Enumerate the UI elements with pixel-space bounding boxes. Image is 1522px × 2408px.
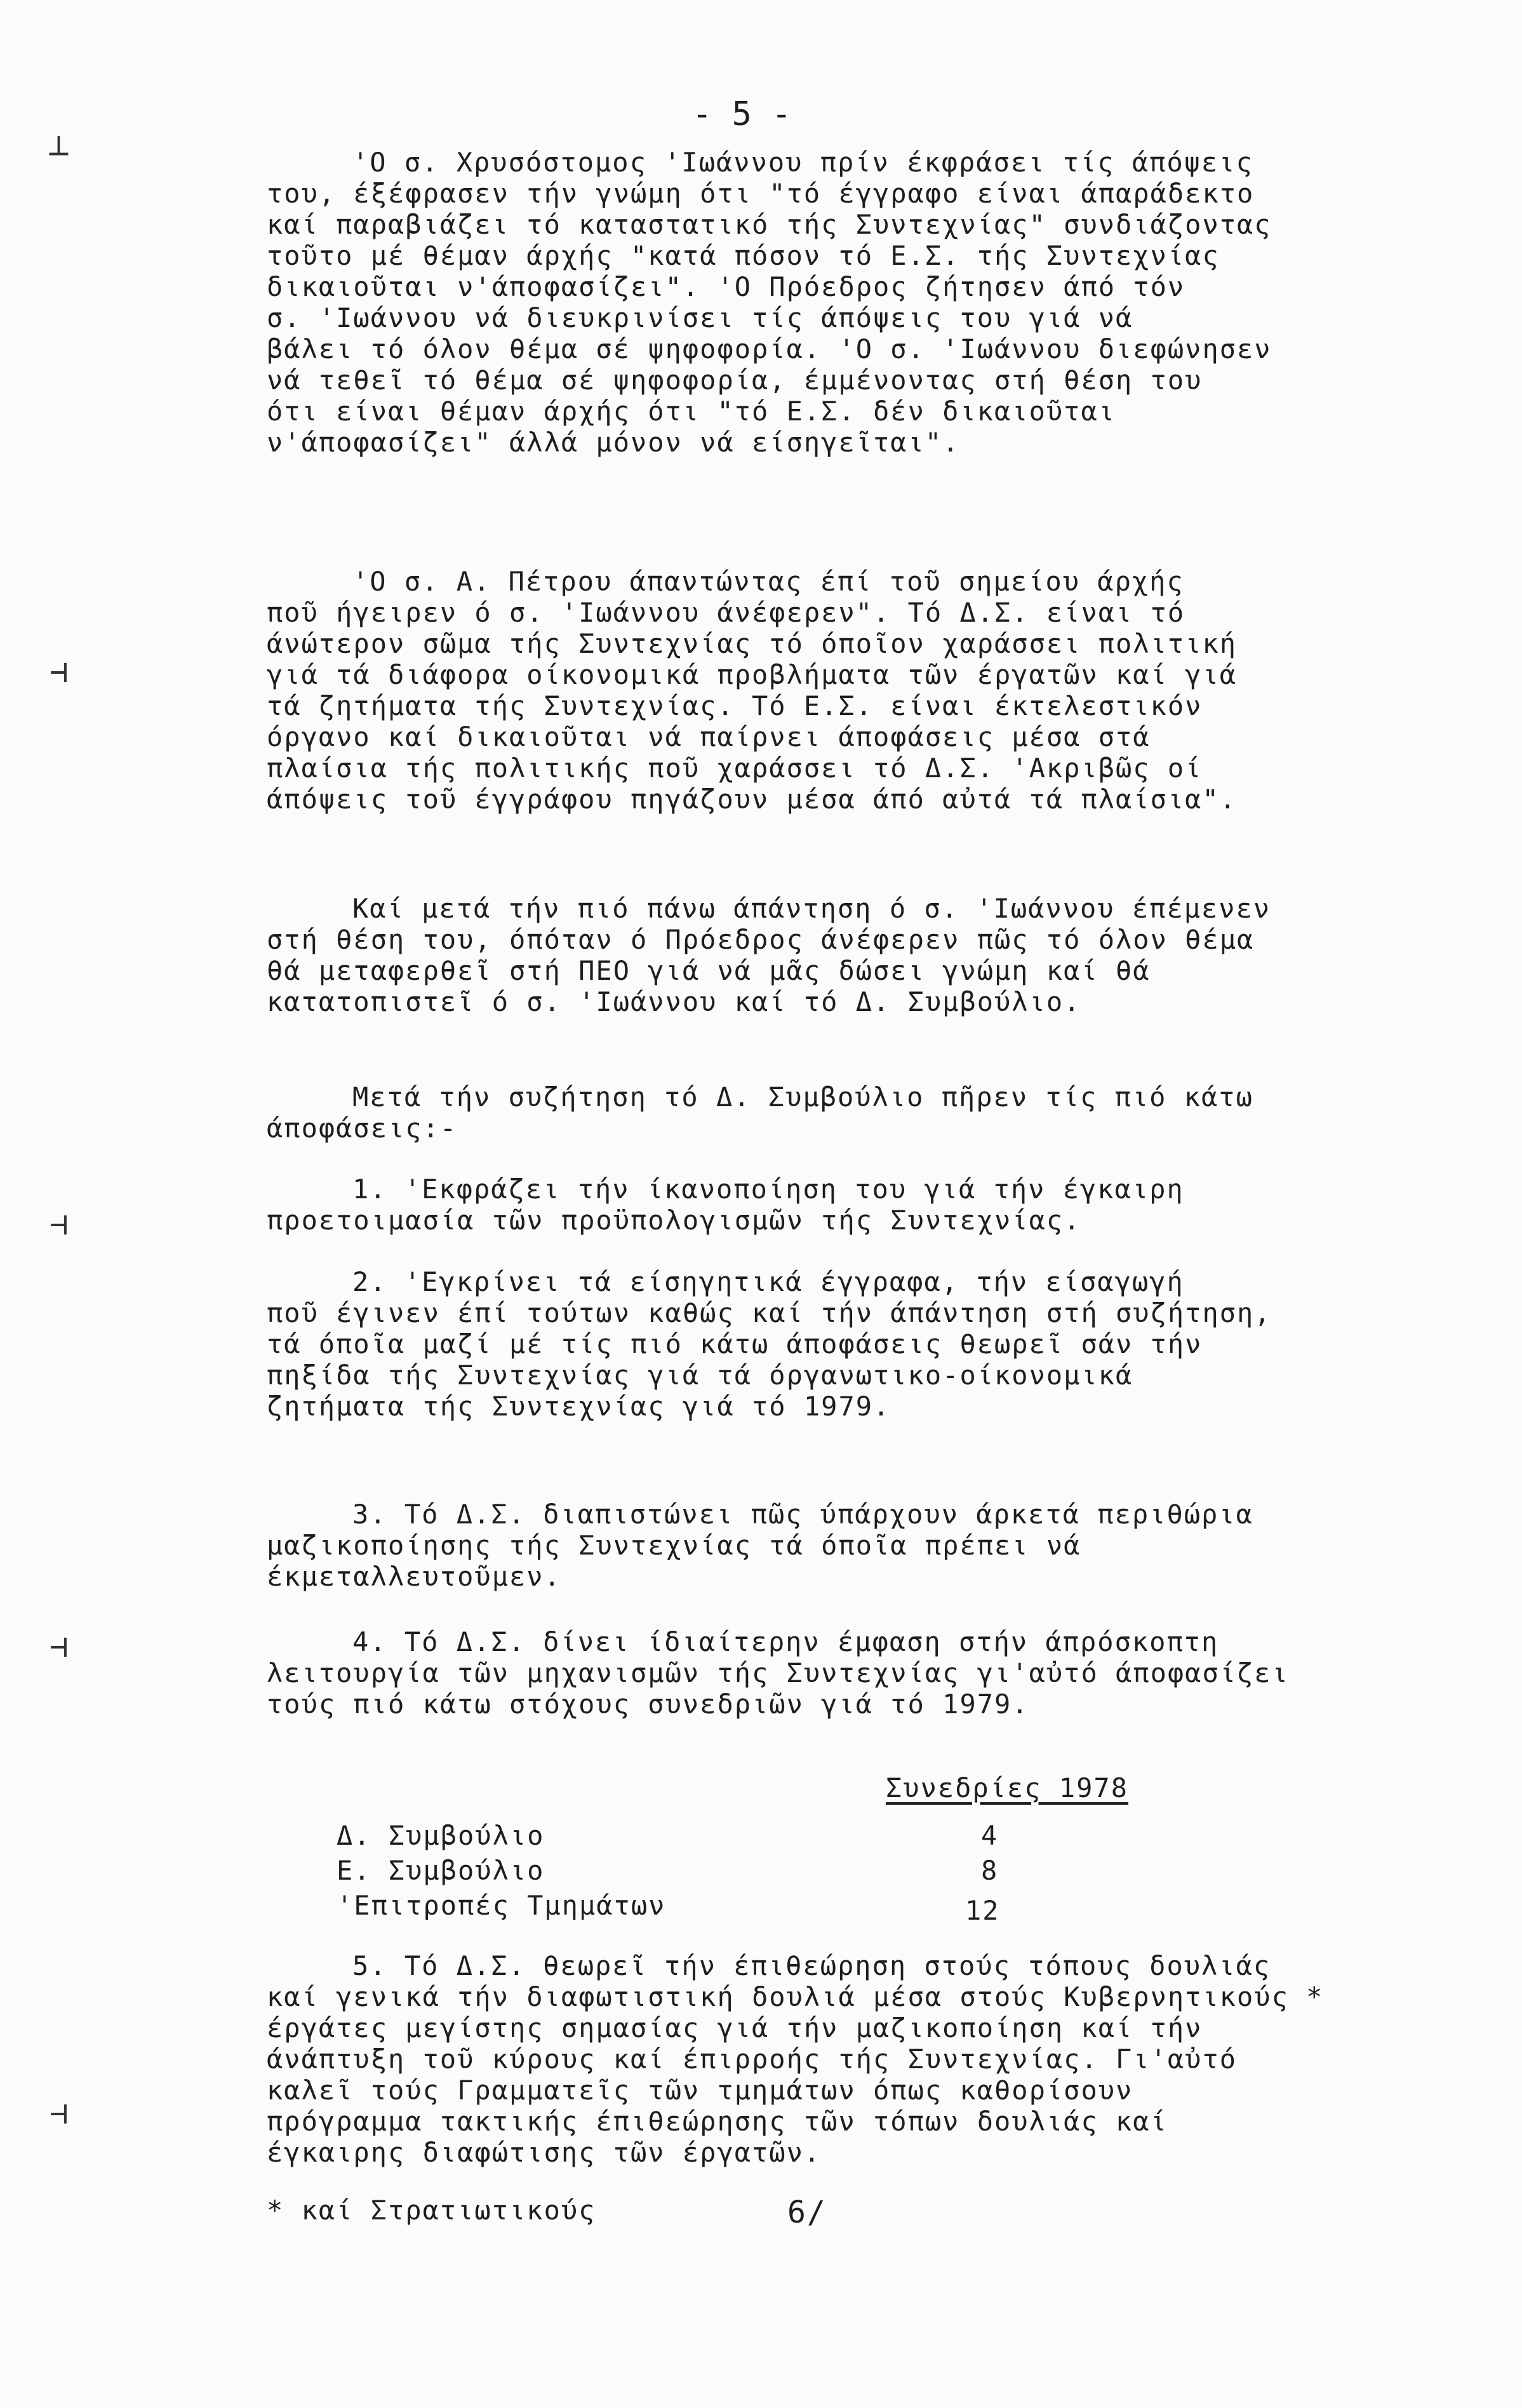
text-line: 'Ο σ. Χρυσόστομος 'Ιωάννου πρίν έκφράσει τίς άπόψεις	[352, 147, 1253, 178]
table-row-label: Ε. Συμβούλιο	[337, 1855, 545, 1886]
text-line: Μετά τήν συζήτηση τό Δ. Συμβούλιο πῆρεν τίς πιό κάτω	[352, 1081, 1253, 1113]
table-row-label: 'Επιτροπές Τμημάτων	[337, 1890, 666, 1921]
margin-mark: ⊣	[50, 1629, 68, 1664]
text-line: 2. 'Εγκρίνει τά είσηγητικά έγγραφα, τήν είσαγωγή	[352, 1266, 1184, 1297]
text-line: τοῦτο μέ θέμαν άρχής "κατά πόσον τό Ε.Σ. τής Συντεχνίας	[267, 240, 1220, 271]
text-line: τά ζητήματα τής Συντεχνίας. Τό Ε.Σ. είναι έκτελεστικόν	[267, 690, 1203, 721]
text-line: έκμεταλλευτοῦμεν.	[267, 1561, 561, 1592]
text-line: ν'άποφασίζει" άλλά μόνον νά είσηγεῖται".	[267, 427, 960, 458]
text-line: άποφάσεις:-	[267, 1113, 458, 1144]
footnote: * καί Στρατιωτικούς	[267, 2195, 596, 2226]
text-line: του, έξέφρασεν τήν γνώμη ότι "τό έγγραφο είναι άπαράδεκτο	[267, 178, 1255, 209]
text-line: καλεῖ τούς Γραμματεῖς τῶν τμημάτων όπως καθορίσουν	[267, 2075, 1133, 2106]
text-line: ζητήματα τής Συντεχνίας γιά τό 1979.	[267, 1391, 891, 1422]
text-line: λειτουργία τῶν μηχανισμῶν τής Συντεχνίας γι'αὐτό άποφασίζει	[267, 1657, 1289, 1689]
next-page-marker: 6/	[787, 2195, 827, 2230]
margin-mark: ⊣	[50, 654, 68, 690]
text-line: έργάτες μεγίστης σημασίας γιά τήν μαζικοποίηση καί τήν	[267, 2012, 1203, 2043]
text-line: πρόγραμμα τακτικής έπιθεώρησης τῶν τόπων δουλιάς καί	[267, 2106, 1168, 2137]
text-line: γιά τά διάφορα οίκονομικά προβλήματα τῶν έργατῶν καί γιά	[267, 659, 1238, 690]
text-line: πλαίσια τής πολιτικής ποῦ χαράσσει τό Δ.Σ. 'Ακριβῶς οί	[267, 752, 1203, 784]
text-line: 5. Τό Δ.Σ. θεωρεῖ τήν έπιθεώρηση στούς τόπους δουλιάς	[352, 1950, 1271, 1981]
text-line: ποῦ έγινεν έπί τούτων καθώς καί τήν άπάντηση στή συζήτηση,	[267, 1297, 1272, 1328]
text-line: Καί μετά τήν πιό πάνω άπάντηση ό σ. 'Ιωάννου έπέμενεν	[352, 893, 1271, 924]
text-line: δικαιοῦται ν'άποφασίζει". 'Ο Πρόεδρος ζήτησεν άπό τόν	[267, 271, 1185, 302]
text-line: όργανο καί δικαιοῦται νά παίρνει άποφάσεις μέσα στά	[267, 721, 1151, 752]
text-line: προετοιμασία τῶν προϋπολογισμῶν τής Συντεχνίας.	[267, 1205, 1081, 1236]
text-line: πηξίδα τής Συντεχνίας γιά τά όργανωτικο-οίκονομικά	[267, 1360, 1133, 1391]
text-line: τά όποῖα μαζί μέ τίς πιό κάτω άποφάσεις θεωρεῖ σάν τήν	[267, 1328, 1203, 1360]
text-line: κατατοπιστεῖ ό σ. 'Ιωάννου καί τό Δ. Συμβούλιο.	[267, 986, 1081, 1017]
text-line: σ. 'Ιωάννου νά διευκρινίσει τίς άπόψεις του γιά νά	[267, 302, 1133, 333]
table-row-value: 4	[981, 1820, 999, 1851]
margin-mark: ┴	[50, 137, 68, 172]
text-line: άνώτερον σῶμα τής Συντεχνίας τό όποῖον χαράσσει πολιτική	[267, 628, 1238, 659]
text-line: τούς πιό κάτω στόχους συνεδριῶν γιά τό 1979.	[267, 1689, 1029, 1720]
text-line: 'Ο σ. Α. Πέτρου άπαντώντας έπί τοῦ σημείου άρχής	[352, 566, 1184, 597]
text-line: έγκαιρης διαφώτισης τῶν έργατῶν.	[267, 2137, 822, 2168]
text-line: ποῦ ήγειρεν ό σ. 'Ιωάννου άνέφερεν". Τό Δ.Σ. είναι τό	[267, 597, 1185, 628]
text-line: άπόψεις τοῦ έγγράφου πηγάζουν μέσα άπό αὐτά τά πλαίσια".	[267, 784, 1238, 815]
table-header: Συνεδρίες 1978	[886, 1772, 1129, 1803]
text-line: 3. Τό Δ.Σ. διαπιστώνει πῶς ύπάρχουν άρκετά περιθώρια	[352, 1499, 1253, 1530]
table-row-value: 8	[981, 1855, 999, 1886]
page-number: - 5 -	[692, 95, 792, 133]
text-line: μαζικοποίησης τής Συντεχνίας τά όποῖα πρέπει νά	[267, 1530, 1081, 1561]
text-line: ότι είναι θέμαν άρχής ότι "τό Ε.Σ. δέν δικαιοῦται	[267, 396, 1116, 427]
text-line: 4. Τό Δ.Σ. δίνει ίδιαίτερην έμφαση στήν άπρόσκοπτη	[352, 1626, 1219, 1657]
text-line: στή θέση του, όπόταν ό Πρόεδρος άνέφερεν πῶς τό όλον θέμα	[267, 924, 1255, 955]
margin-mark: ⊣	[50, 2096, 68, 2131]
text-line: άνάπτυξη τοῦ κύρους καί έπιρροής τής Συντεχνίας. Γι'αὐτό	[267, 2043, 1238, 2075]
table-row-value: 12	[965, 1895, 1000, 1926]
table-row-label: Δ. Συμβούλιο	[337, 1820, 545, 1851]
text-line: βάλει τό όλον θέμα σέ ψηφοφορία. 'Ο σ. 'Ιωάννου διεφώνησεν	[267, 333, 1272, 365]
text-line: καί παραβιάζει τό καταστατικό τής Συντεχνίας" συνδιάζοντας	[267, 209, 1272, 240]
text-line: θά μεταφερθεῖ στή ΠΕΟ γιά νά μᾶς δώσει γνώμη καί θά	[267, 955, 1151, 986]
text-line: 1. 'Εκφράζει τήν ίκανοποίηση του γιά τήν έγκαιρη	[352, 1174, 1184, 1205]
text-line: νά τεθεῖ τό θέμα σέ ψηφοφορία, έμμένοντας στή θέση του	[267, 365, 1203, 396]
margin-mark: ⊣	[50, 1207, 68, 1242]
text-line: καί γενικά τήν διαφωτιστική δουλιά μέσα στούς Κυβερνητικούς *	[267, 1981, 1324, 2012]
